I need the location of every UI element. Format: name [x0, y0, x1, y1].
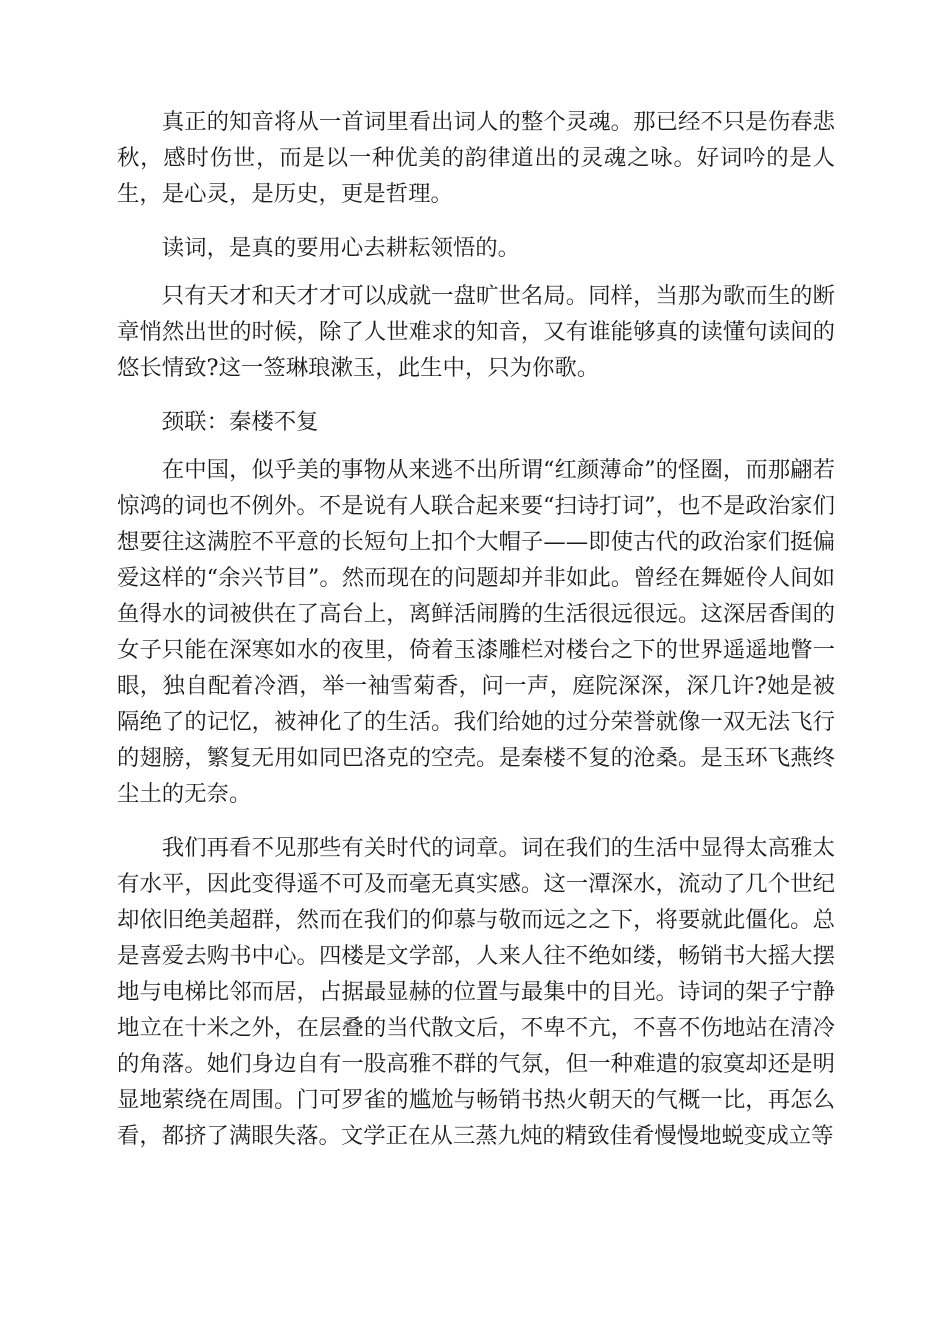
document-page: [117, 104, 835, 1172]
paragraph-genius-game: 只有天才和天才才可以成就一盘旷世名局。同样，当那为歌而生的断章悄然出世的时候，除了人世难求的知音，又有谁能够真的读懂句读间的悠长情致?这一签琳琅漱玉，此生中，只为你歌。: [117, 283, 835, 381]
paragraph-bookstore: 我们再看不见那些有关时代的词章。词在我们的生活中显得太高雅太有水平，因此变得遥不可及而毫无真实感。这一潭深水，流动了几个世纪却依旧绝美超群，然而在我们的仰慕与敬而远之之下，将要就此僵化。总是喜爱去购书中心。四楼是文学部，人来人往不绝如缕，畅销书大摇大摆地与电梯比邻而居，占据最显赫的位置与最集中的目光。诗词的架子宁静地立在十米之外，在层叠的当代散文后，不卑不亢，不喜不伤地站在清冷的角落。她们身边自有一股高雅不群的气氛，但一种难遣的寂寞却还是明显地萦绕在周围。门可罗雀的尴尬与畅销书热火朝天的气概一比，再怎么看，都挤了满眼失落。文学正在从三蒸九炖的精致佳肴慢慢地蜕变成立等: [117, 835, 835, 1149]
paragraph-reading-ci: 读词，是真的要用心去耕耘领悟的。: [161, 235, 521, 261]
paragraph-beauty-fate: 在中国，似乎美的事物从来逃不出所谓“红颜薄命”的怪圈，而那翩若惊鸿的词也不例外。不是说有人联合起来要“扫诗打词”，也不是政治家们想要往这满腔不平意的长短句上扣个大帽子——即使古代的政治家们挺偏爱这样的“余兴节目”。然而现在的问题却并非如此。曾经在舞姬伶人间如鱼得水的词被供在了高台上，离鲜活闹腾的生活很远很远。这深居香闺的女子只能在深寒如水的夜里，倚着玉漆雕栏对楼台之下的世界遥遥地瞥一眼，独自配着冷酒，举一袖雪菊香，问一声，庭院深深，深几许?她是被隔绝了的记忆，被神化了的生活。我们给她的过分荣誉就像一双无法飞行的翅膀，繁复无用如同巴洛克的空壳。是秦楼不复的沧桑。是玉环飞燕终尘土的无奈。: [117, 457, 835, 807]
section-heading-qinlou: 颈联：秦楼不复: [161, 409, 319, 435]
paragraph-soul-of-ci: 真正的知音将从一首词里看出词人的整个灵魂。那已经不只是伤春悲秋，感时伤世，而是以一种优美的韵律道出的灵魂之咏。好词吟的是人生，是心灵，是历史，更是哲理。: [117, 109, 835, 207]
